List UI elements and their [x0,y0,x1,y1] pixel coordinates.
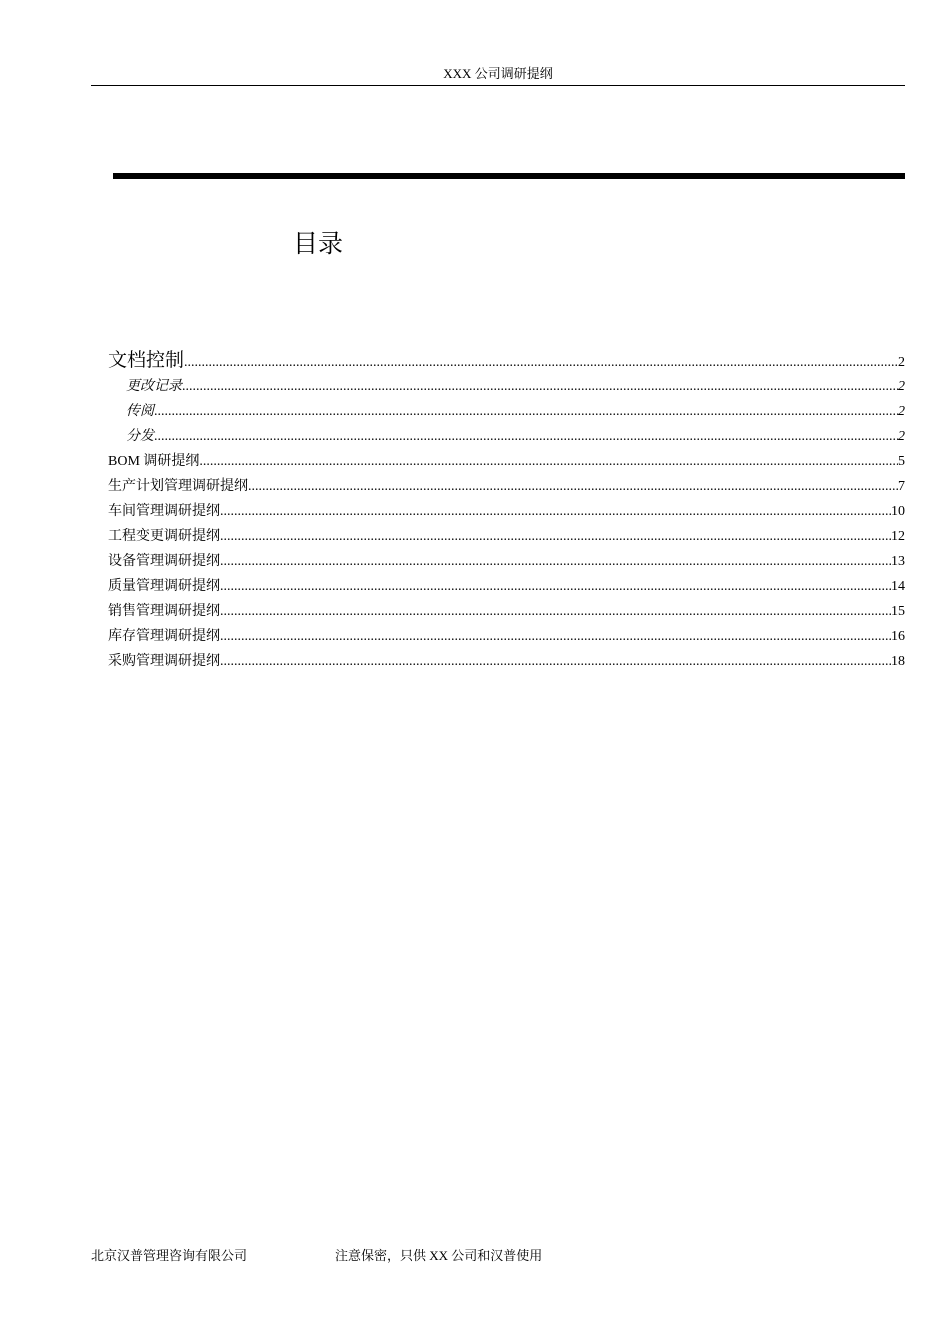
header-rule [91,85,905,86]
toc-leader-dots [220,599,891,624]
toc-entry-text: 库存管理调研提纲 [108,629,220,644]
toc-entry-purchasing[interactable] [108,649,905,674]
toc-leader-dots [184,350,898,376]
footer-company: 北京汉普管理咨询有限公司 [91,1248,248,1263]
toc-entry-text: BOM 调研提纲 [108,454,200,469]
toc-entry-text: 生产计划管理调研提纲 [108,479,248,494]
toc-entry-engineering-change[interactable] [108,524,905,549]
toc-leader-dots [199,449,898,474]
toc-leader-dots [220,499,891,524]
toc-entry-text: 工程变更调研提纲 [108,529,220,544]
toc-page-number: 2 [898,379,905,394]
toc-page-number: 2 [898,429,905,444]
toc-leader-dots [182,374,898,399]
toc-leader-dots [220,549,891,574]
title-rule [113,173,905,179]
toc-entry-equipment[interactable] [108,549,905,574]
table-of-contents [108,348,905,674]
toc-entry-text: 车间管理调研提纲 [108,504,220,519]
toc-page-number: 13 [891,554,905,569]
toc-entry-document-control[interactable] [108,348,905,374]
toc-page-number: 16 [891,629,905,644]
toc-entry-text: 质量管理调研提纲 [108,579,220,594]
toc-entry-text: 更改记录 [126,379,182,394]
toc-page-number: 2 [898,355,905,370]
toc-entry-circulation[interactable] [108,399,905,424]
toc-leader-dots [154,424,898,449]
toc-page-number: 12 [891,529,905,544]
toc-entry-sales[interactable] [108,599,905,624]
toc-entry-distribution[interactable] [108,424,905,449]
toc-entry-text: 文档控制 [108,350,185,371]
toc-leader-dots [248,474,898,499]
toc-entry-text: 销售管理调研提纲 [108,604,220,619]
toc-entry-inventory[interactable] [108,624,905,649]
toc-entry-production-planning[interactable] [108,474,905,499]
toc-entry-text: 采购管理调研提纲 [108,654,220,669]
toc-entry-text: 传阅 [126,404,154,419]
toc-leader-dots [154,399,898,424]
toc-leader-dots [220,524,891,549]
footer-notice: 注意保密，只供 XX 公司和汉普使用 [335,1248,543,1263]
toc-page-number: 7 [898,479,905,494]
page-header-title: XXX 公司调研提纲 [443,66,553,81]
toc-page-number: 10 [891,504,905,519]
toc-leader-dots [220,574,891,599]
toc-page-number: 15 [891,604,905,619]
toc-entry-bom[interactable] [108,449,905,474]
toc-entry-change-record[interactable] [108,374,905,399]
toc-heading: 目录 [293,231,344,258]
toc-page-number: 2 [898,404,905,419]
toc-entry-quality[interactable] [108,574,905,599]
toc-page-number: 14 [891,579,905,594]
toc-page-number: 18 [891,654,905,669]
toc-entry-text: 设备管理调研提纲 [108,554,220,569]
toc-entry-workshop[interactable] [108,499,905,524]
toc-leader-dots [220,624,891,649]
toc-leader-dots [220,649,891,674]
toc-page-number: 5 [898,454,905,469]
toc-entry-text: 分发 [126,429,154,444]
